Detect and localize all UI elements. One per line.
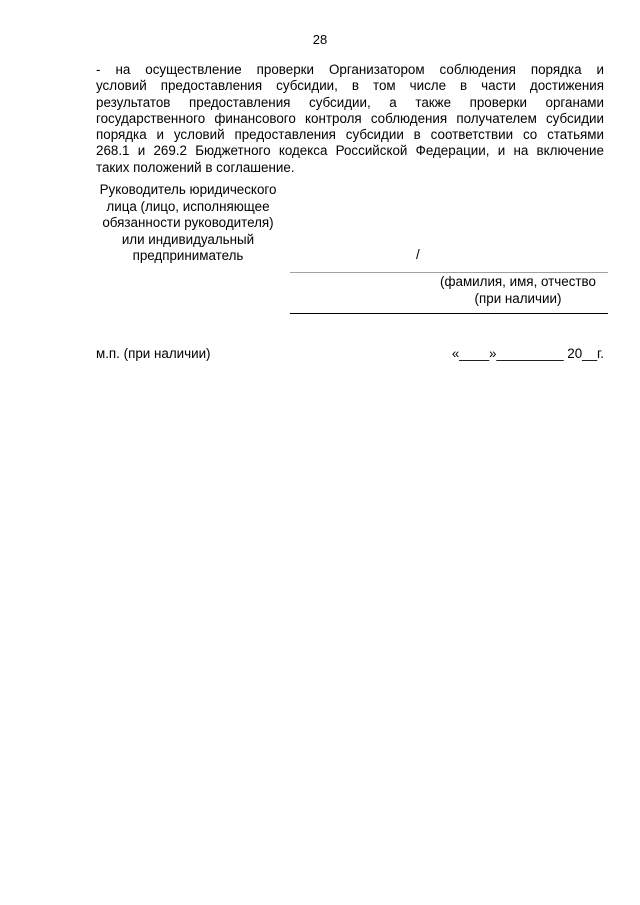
signer-label-line: Руководитель юридического bbox=[99, 182, 277, 197]
signer-label bbox=[88, 182, 288, 265]
signature-line bbox=[290, 272, 608, 273]
page-number: 28 bbox=[312, 32, 328, 47]
body-paragraph bbox=[96, 62, 604, 176]
paragraph-line: порядка и условий предоставления субсидии в соответствии со статьями bbox=[96, 127, 604, 143]
name-line bbox=[290, 313, 608, 314]
paragraph-line: - на осуществление проверки Организатором соблюдения порядка и bbox=[96, 62, 604, 77]
name-caption bbox=[430, 274, 606, 307]
signer-label-line: обязанности руководителя) bbox=[102, 215, 274, 230]
paragraph-line: государственного финансового контроля соблюдения получателем субсидии bbox=[96, 110, 604, 126]
name-caption-line: (фамилия, имя, отчество bbox=[440, 274, 596, 289]
name-caption-line: (при наличии) bbox=[474, 290, 562, 306]
signer-label-line: предприниматель bbox=[132, 248, 244, 263]
paragraph-line: 268.1 и 269.2 Бюджетного кодекса Российской Федерации, и на включение bbox=[96, 143, 604, 159]
paragraph-line: условий предоставления субсидии, в том числе в части достижения bbox=[96, 78, 604, 94]
paragraph-line: таких положений в соглашение. bbox=[96, 159, 295, 175]
paragraph-line: результатов предоставления субсидии, а также проверки органами bbox=[96, 94, 604, 110]
signer-label-line: или индивидуальный bbox=[121, 231, 255, 247]
signer-label-line: лица (лицо, исполняющее bbox=[106, 198, 270, 214]
signature-separator: / bbox=[416, 247, 420, 262]
stamp-label: м.п. (при наличии) bbox=[96, 346, 211, 361]
date-field: «____»_________ 20__г. bbox=[451, 346, 604, 361]
